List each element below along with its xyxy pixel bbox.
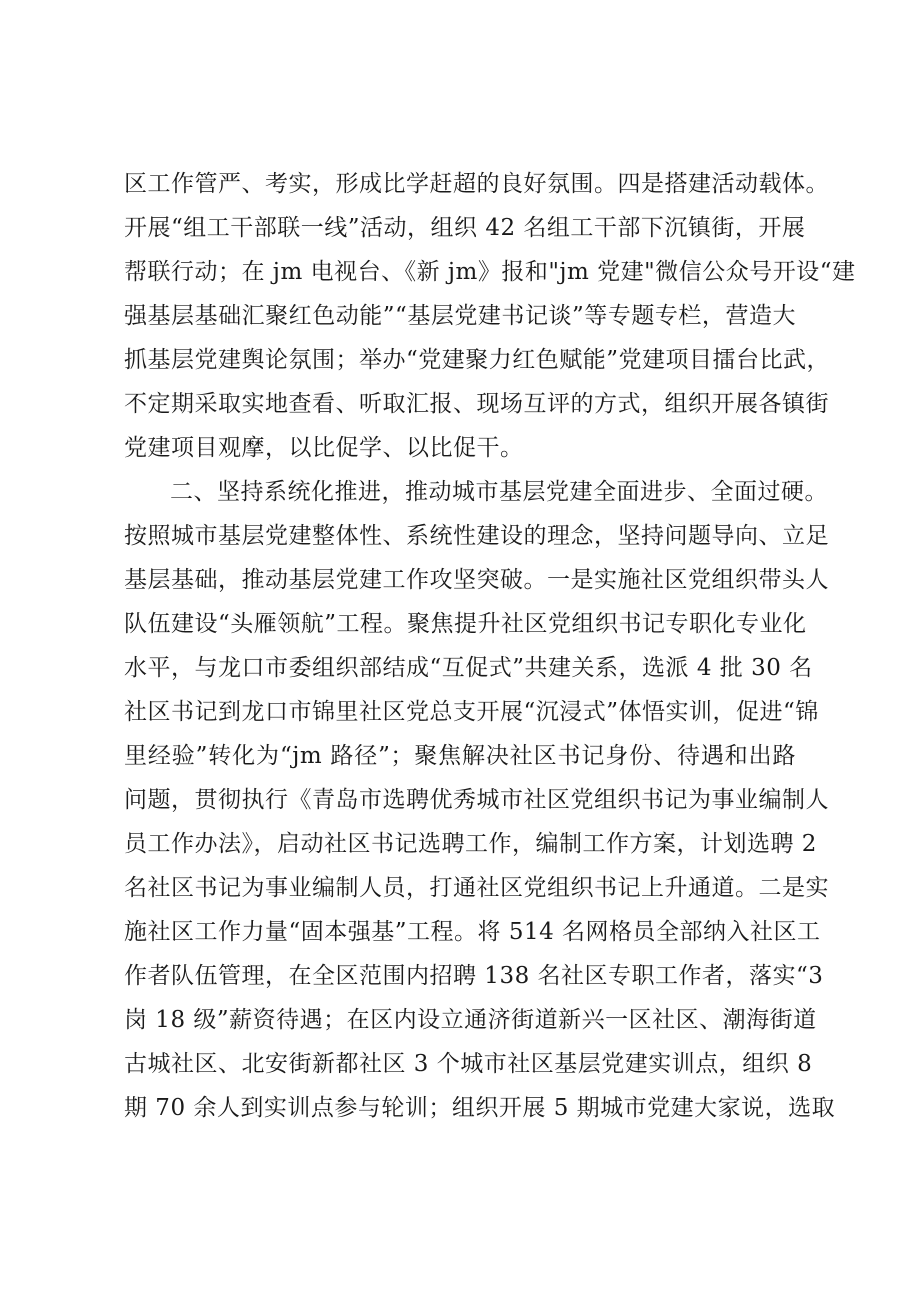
text-line: 强基层基础汇聚红色动能”“基层党建书记谈”等专题专栏，营造大 [124, 303, 796, 329]
text-line: 员工作办法》，启动社区书记选聘工作，编制工作方案，计划选聘 2 [124, 831, 817, 857]
text-line: 帮联行动；在 jm 电视台、《新 jm》报和"jm 党建"微信公众号开设“建 [124, 259, 856, 285]
text-line: 社区书记到龙口市锦里社区党总支开展“沉浸式”体悟实训，促进“锦 [124, 699, 819, 725]
section-heading-line: 二、坚持系统化推进，推动城市基层党建全面进步、全面过硬。 [170, 479, 828, 505]
text-line: 开展“组工干部联一线”活动，组织 42 名组工干部下沉镇街，开展 [124, 215, 806, 241]
text-line: 问题，贯彻执行《青岛市选聘优秀城市社区党组织书记为事业编制人 [124, 787, 829, 813]
text-line: 不定期采取实地查看、听取汇报、现场互评的方式，组织开展各镇街 [124, 391, 829, 417]
text-line: 水平，与龙口市委组织部结成“互促式”共建关系，选派 4 批 30 名 [124, 655, 813, 681]
text-line: 里经验”转化为“jm 路径”；聚焦解决社区书记身份、待遇和出路 [124, 743, 796, 769]
text-line: 按照城市基层党建整体性、系统性建设的理念，坚持问题导向、立足 [124, 523, 829, 549]
text-line: 党建项目观摩，以比促学、以比促干。 [124, 435, 524, 461]
text-line: 作者队伍管理，在全区范围内招聘 138 名社区专职工作者，落实“3 [124, 963, 824, 989]
text-line: 队伍建设“头雁领航”工程。聚焦提升社区党组织书记专职化专业化 [124, 611, 807, 637]
text-line: 区工作管严、考实，形成比学赶超的良好氛围。四是搭建活动载体。 [124, 171, 829, 197]
text-line: 期 70 余人到实训点参与轮训；组织开展 5 期城市党建大家说，选取 [124, 1095, 836, 1121]
text-line: 名社区书记为事业编制人员，打通社区党组织书记上升通道。二是实 [124, 875, 829, 901]
text-line: 基层基础，推动基层党建工作攻坚突破。一是实施社区党组织带头人 [124, 567, 829, 593]
text-line: 古城社区、北安街新都社区 3 个城市社区基层党建实训点，组织 8 [124, 1051, 813, 1077]
text-line: 岗 18 级”薪资待遇；在区内设立通济街道新兴一区社区、潮海街道 [124, 1007, 817, 1033]
text-line: 抓基层党建舆论氛围；举办“党建聚力红色赋能”党建项目擂台比武， [124, 347, 831, 373]
text-line: 施社区工作力量“固本强基”工程。将 514 名网格员全部纳入社区工 [124, 919, 821, 945]
